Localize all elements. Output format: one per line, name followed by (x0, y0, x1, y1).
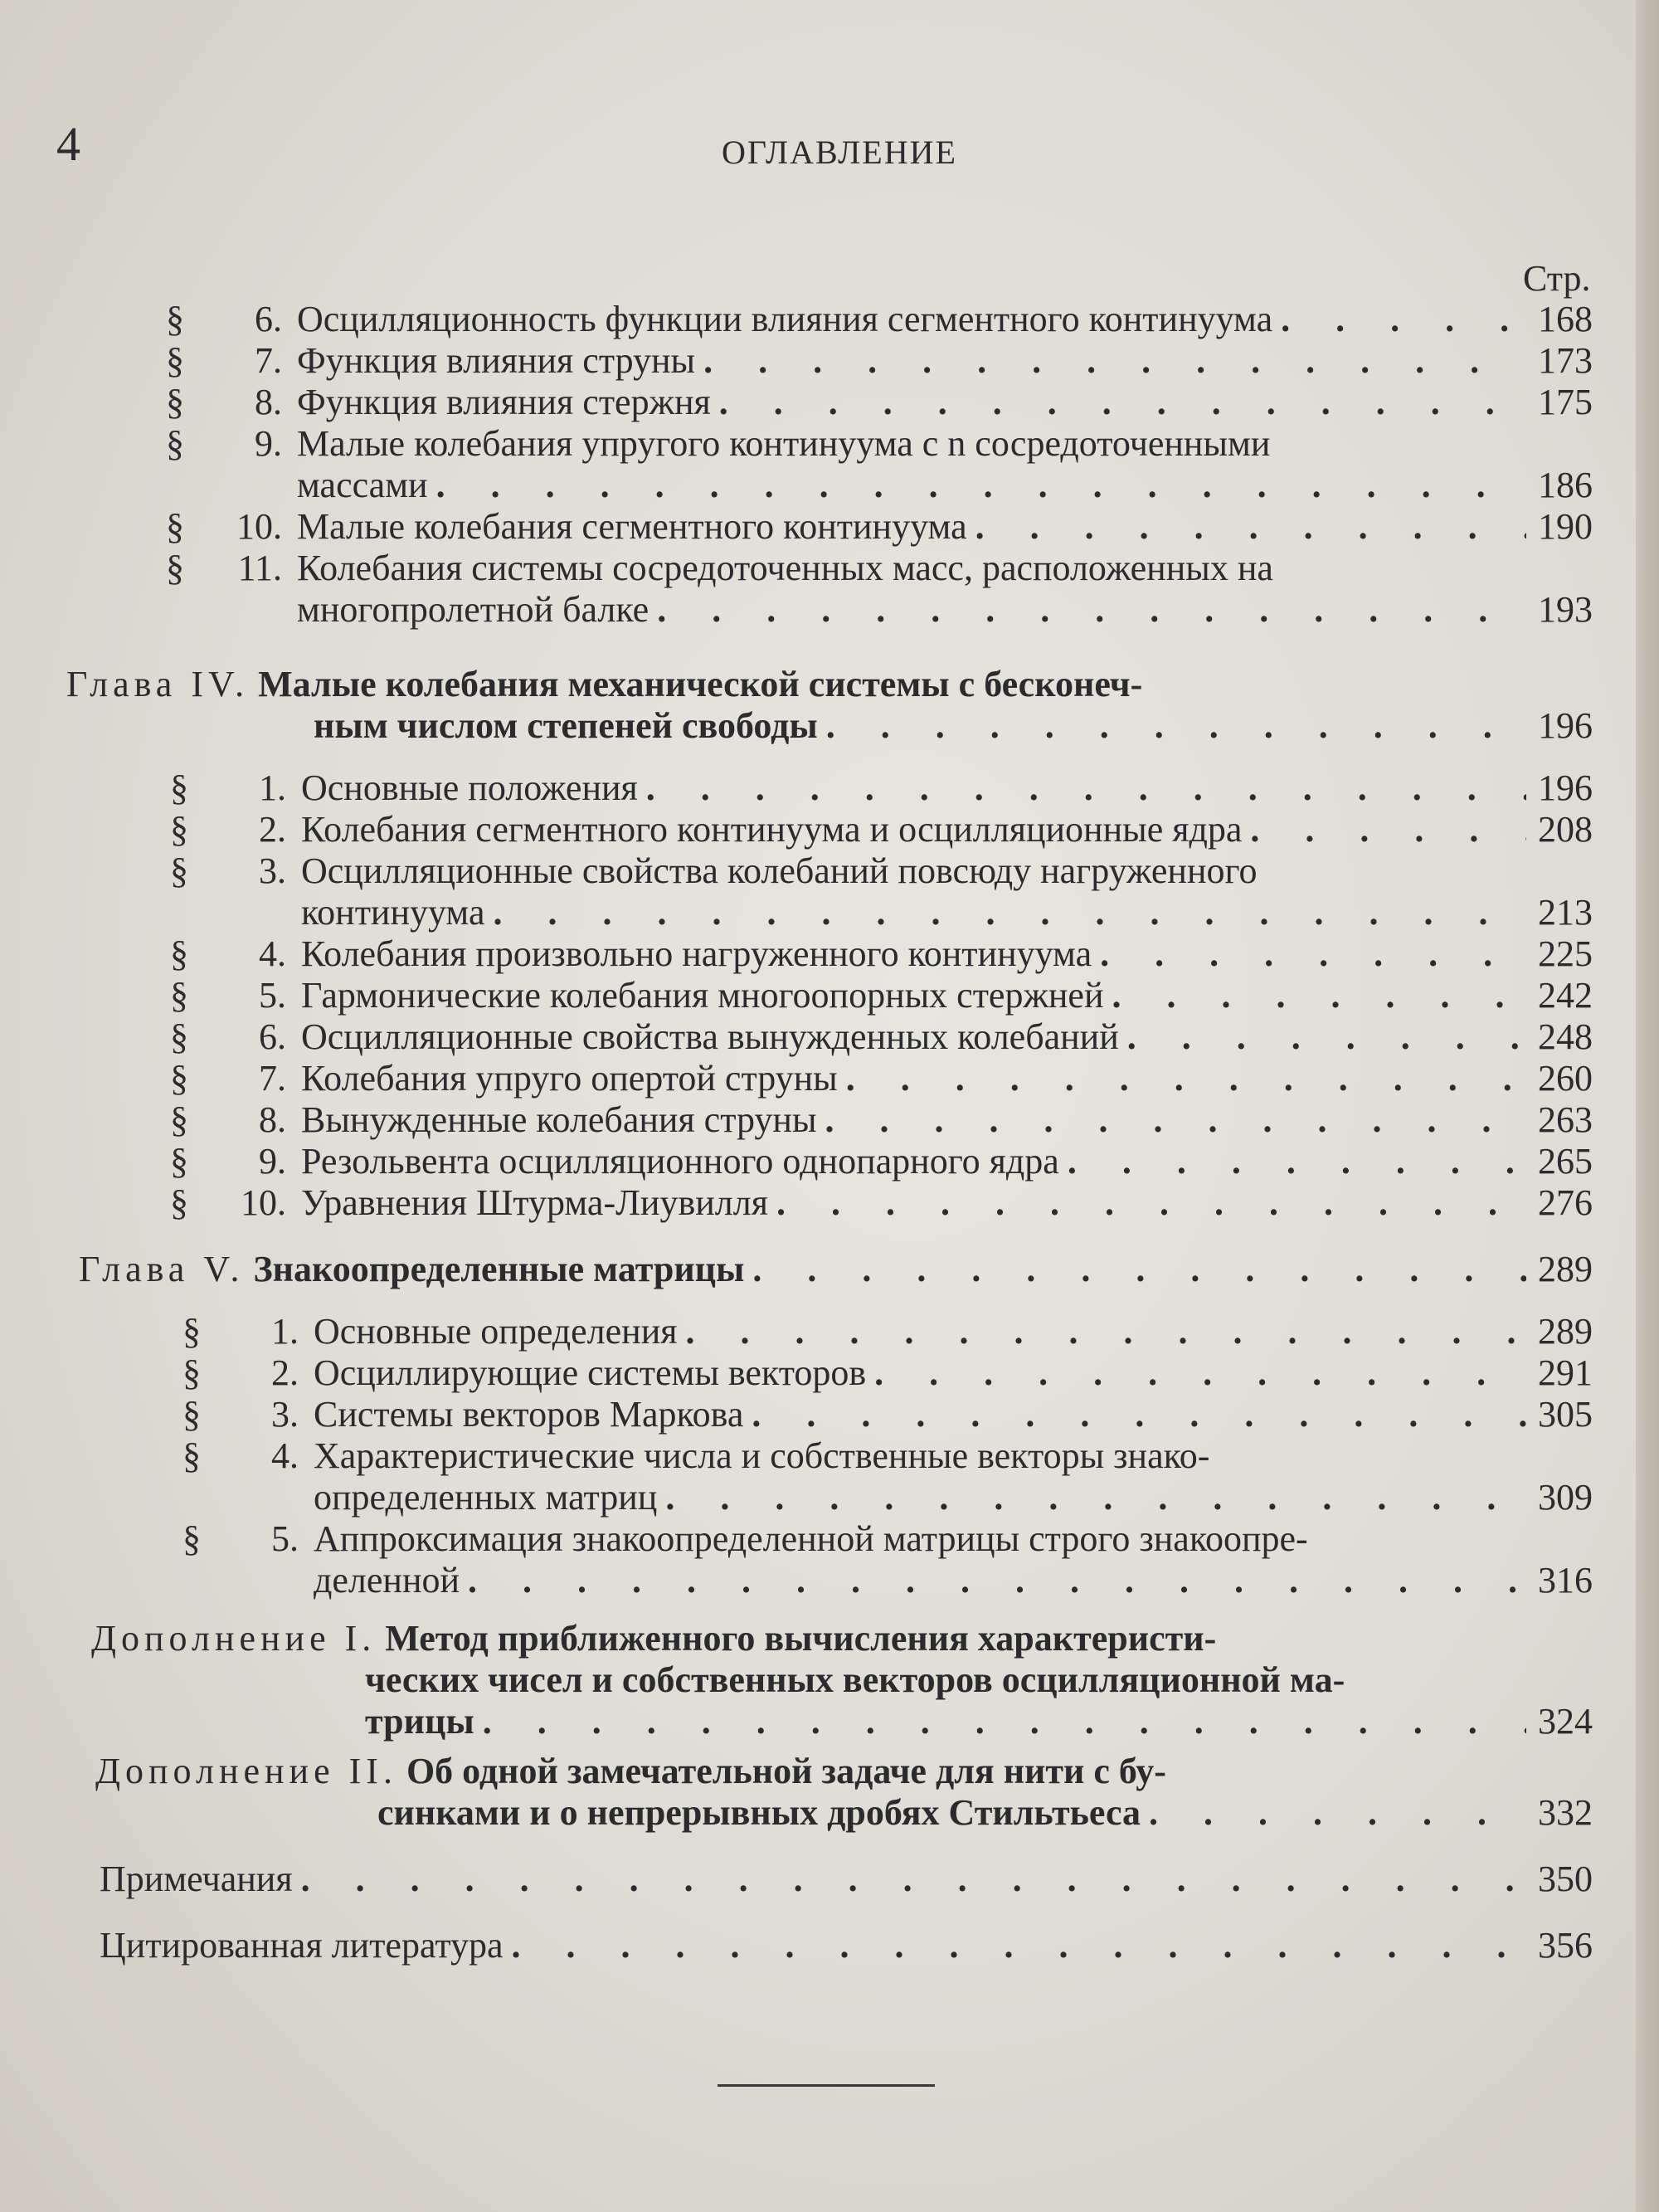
leader-dots (874, 1352, 1526, 1394)
toc-entry (170, 1016, 1593, 1058)
leader-dots (975, 506, 1526, 548)
toc-entry (182, 1394, 1593, 1435)
running-title: ОГЛАВЛЕНИЕ (722, 134, 957, 171)
section-number: 5. (259, 975, 286, 1016)
page-ref: 332 (1538, 1792, 1593, 1833)
appendix-title-continued: ческих чисел и собственных векторов осцилляционной ма- (365, 1659, 1345, 1700)
section-number: 10. (236, 506, 282, 547)
toc-entry (170, 850, 1593, 933)
leader-dots (494, 892, 1526, 933)
bibliography-label: Цитированная литература (100, 1925, 504, 1966)
toc-entry (170, 975, 1593, 1016)
leader-dots (1112, 975, 1526, 1016)
section-sign: § (166, 423, 184, 464)
notes-label: Примечания (100, 1859, 293, 1899)
leader-dots (665, 1477, 1526, 1518)
page-ref: 316 (1538, 1560, 1593, 1601)
page-ref: 265 (1538, 1141, 1593, 1182)
page-ref: 356 (1538, 1925, 1593, 1966)
page-ref: 248 (1538, 1016, 1593, 1057)
section-sign: § (170, 767, 188, 808)
section-title: Функция влияния стержня (297, 382, 711, 422)
section-sign: § (166, 382, 184, 422)
section-title: Осцилляционные свойства колебаний повсюду нагруженного (301, 850, 1258, 891)
leader-dots (752, 1249, 1526, 1290)
section-title: Колебания упруго опертой струны (301, 1058, 838, 1099)
section-sign: § (166, 299, 184, 339)
section-number: 11. (237, 548, 282, 588)
leader-dots (719, 382, 1526, 423)
toc-entry (182, 1352, 1593, 1394)
section-sign: § (170, 1099, 188, 1140)
section-number: 3. (271, 1394, 299, 1435)
section-title: Основные положения (301, 767, 638, 808)
page-ref: 190 (1538, 506, 1593, 547)
toc-entry (170, 1058, 1593, 1099)
leader-dots (512, 1925, 1526, 1966)
page-ref: 276 (1538, 1182, 1593, 1223)
section-title-continued: континуума (301, 892, 485, 933)
page-ref: 208 (1538, 809, 1593, 850)
section-title: Аппроксимация знакоопределенной матрицы строго знакоопре- (314, 1518, 1308, 1559)
page-ref: 225 (1538, 933, 1593, 974)
toc-entry (166, 299, 1593, 340)
page-ref: 260 (1538, 1058, 1593, 1099)
page-edge (1636, 0, 1659, 2212)
leader-dots (1100, 933, 1526, 975)
section-title: Характеристические числа и собственные векторы знако- (314, 1435, 1210, 1476)
section-sign: § (170, 1141, 188, 1182)
leader-dots (686, 1311, 1527, 1352)
section-sign: § (166, 506, 184, 547)
section-number: 7. (255, 340, 282, 381)
section-sign: § (170, 1058, 188, 1099)
leader-dots (1281, 299, 1526, 340)
section-title: Малые колебания упругого континуума с n сосредоточенными (297, 423, 1271, 464)
toc-entry (182, 1311, 1593, 1352)
section-number: 5. (271, 1518, 299, 1559)
section-sign: § (182, 1518, 201, 1559)
section-number: 2. (259, 809, 286, 850)
toc-entry (166, 423, 1593, 506)
section-sign: § (170, 1182, 188, 1223)
appendix-title-continued: синками и о непрерывных дробях Стильтьеса (377, 1792, 1141, 1833)
section-title: Осцилляционные свойства вынужденных колебаний (301, 1016, 1119, 1057)
section-number: 4. (271, 1435, 299, 1476)
toc-entry (166, 506, 1593, 548)
leader-dots (436, 465, 1526, 506)
page-ref: 350 (1538, 1859, 1593, 1899)
section-sign: § (182, 1394, 201, 1435)
chapter-heading (66, 664, 1593, 747)
appendix-title: Об одной замечательной задаче для нити с бу- (406, 1751, 1166, 1791)
page-ref: 263 (1538, 1099, 1593, 1140)
appendix-title: Метод приближенного вычисления характеристи- (385, 1618, 1217, 1659)
page-ref: 242 (1538, 975, 1593, 1016)
toc-entry (170, 1182, 1593, 1224)
chapter-title: Малые колебания механической системы с бесконеч- (258, 664, 1143, 704)
toc-entry (166, 548, 1593, 631)
section-number: 9. (259, 1141, 286, 1182)
page-ref: 196 (1538, 767, 1593, 808)
page-ref: 305 (1538, 1394, 1593, 1435)
section-number: 10. (241, 1182, 286, 1223)
page-ref: 173 (1538, 340, 1593, 381)
section-title: Малые колебания сегментного континуума (297, 506, 967, 547)
page-ref: 196 (1538, 705, 1593, 746)
leader-dots (483, 1701, 1526, 1742)
section-number: 6. (259, 1016, 286, 1057)
section-sign: § (182, 1435, 201, 1476)
toc-entry (170, 1141, 1593, 1182)
section-number: 6. (255, 299, 282, 339)
leader-dots (1127, 1016, 1526, 1058)
appendix-heading (91, 1618, 1593, 1742)
chapter-label: Глава IV. (66, 664, 250, 704)
page-ref: 168 (1538, 299, 1593, 339)
section-number: 9. (255, 423, 282, 464)
section-sign: § (182, 1352, 201, 1393)
section-title: Уравнения Штурма-Лиувилля (301, 1182, 768, 1223)
section-title-continued: определенных матриц (314, 1477, 658, 1518)
section-sign: § (170, 850, 188, 891)
section-number: 8. (259, 1099, 286, 1140)
leader-dots (825, 1099, 1527, 1141)
section-number: 4. (259, 933, 286, 974)
section-number: 8. (255, 382, 282, 422)
section-sign: § (170, 1016, 188, 1057)
page-ref: 175 (1538, 382, 1593, 422)
leader-dots (1068, 1141, 1526, 1182)
section-sign: § (182, 1311, 201, 1352)
section-title: Осциллирующие системы векторов (314, 1352, 867, 1393)
chapter-title: Знакоопределенные матрицы (253, 1249, 745, 1289)
page-ref: 193 (1538, 589, 1593, 630)
toc-entry (170, 933, 1593, 975)
section-title: Колебания сегментного континуума и осцилляционные ядра (301, 809, 1243, 850)
page-ref: 309 (1538, 1477, 1593, 1518)
section-title: Функция влияния струны (297, 340, 696, 381)
section-sign: § (166, 548, 184, 588)
appendix-label: Дополнение II. (95, 1751, 397, 1791)
section-sign: § (170, 809, 188, 850)
notes-entry (100, 1859, 1593, 1900)
end-rule (718, 2084, 935, 2087)
section-title: Колебания системы сосредоточенных масс, расположенных на (297, 548, 1273, 588)
section-title: Основные определения (314, 1311, 678, 1352)
page-ref: 289 (1538, 1311, 1593, 1352)
toc-entry (182, 1518, 1593, 1601)
toc-entry (166, 340, 1593, 382)
section-title: Осцилляционность функции влияния сегментного континуума (297, 299, 1273, 339)
chapter-title-continued: ным числом степеней свободы (314, 705, 818, 746)
appendix-heading (95, 1751, 1593, 1834)
toc-entry (170, 1099, 1593, 1141)
leader-dots (468, 1560, 1526, 1601)
section-number: 1. (271, 1311, 299, 1352)
leader-dots (646, 767, 1526, 809)
page-ref: 213 (1538, 892, 1593, 933)
leader-dots (826, 705, 1526, 747)
chapter-heading (79, 1249, 1593, 1290)
leader-dots (846, 1058, 1526, 1099)
section-title: Системы векторов Маркова (314, 1394, 744, 1435)
toc-entry (170, 809, 1593, 850)
section-title-continued: массами (297, 465, 428, 505)
section-sign: § (170, 933, 188, 974)
section-number: 2. (271, 1352, 299, 1393)
chapter-label: Глава V. (79, 1249, 245, 1289)
page-number: 4 (56, 117, 80, 171)
appendix-title-continued: трицы (365, 1701, 474, 1742)
toc-entry (166, 382, 1593, 423)
leader-dots (301, 1859, 1526, 1900)
section-title-continued: многопролетной балке (297, 589, 649, 630)
section-title-continued: деленной (314, 1560, 460, 1601)
section-title: Колебания произвольно нагруженного континуума (301, 933, 1092, 974)
pages-column-label: Стр. (1523, 258, 1591, 299)
leader-dots (776, 1182, 1526, 1224)
section-number: 3. (259, 850, 286, 891)
page-ref: 291 (1538, 1352, 1593, 1393)
page-ref: 186 (1538, 465, 1593, 505)
toc-entry (182, 1435, 1593, 1518)
bibliography-entry (100, 1925, 1593, 1966)
section-sign: § (170, 975, 188, 1016)
section-number: 7. (259, 1058, 286, 1099)
section-sign: § (166, 340, 184, 381)
leader-dots (1250, 809, 1526, 850)
leader-dots (703, 340, 1526, 382)
leader-dots (657, 589, 1526, 631)
section-title: Гармонические колебания многоопорных стержней (301, 975, 1104, 1016)
page-ref: 324 (1538, 1701, 1593, 1742)
section-number: 1. (259, 767, 286, 808)
section-title: Резольвента осцилляционного однопарного ядра (301, 1141, 1059, 1182)
leader-dots (1149, 1792, 1526, 1834)
page-ref: 289 (1538, 1249, 1593, 1289)
appendix-label: Дополнение I. (91, 1618, 377, 1659)
toc-entry (170, 767, 1593, 809)
leader-dots (752, 1394, 1526, 1435)
section-title: Вынужденные колебания струны (301, 1099, 817, 1140)
